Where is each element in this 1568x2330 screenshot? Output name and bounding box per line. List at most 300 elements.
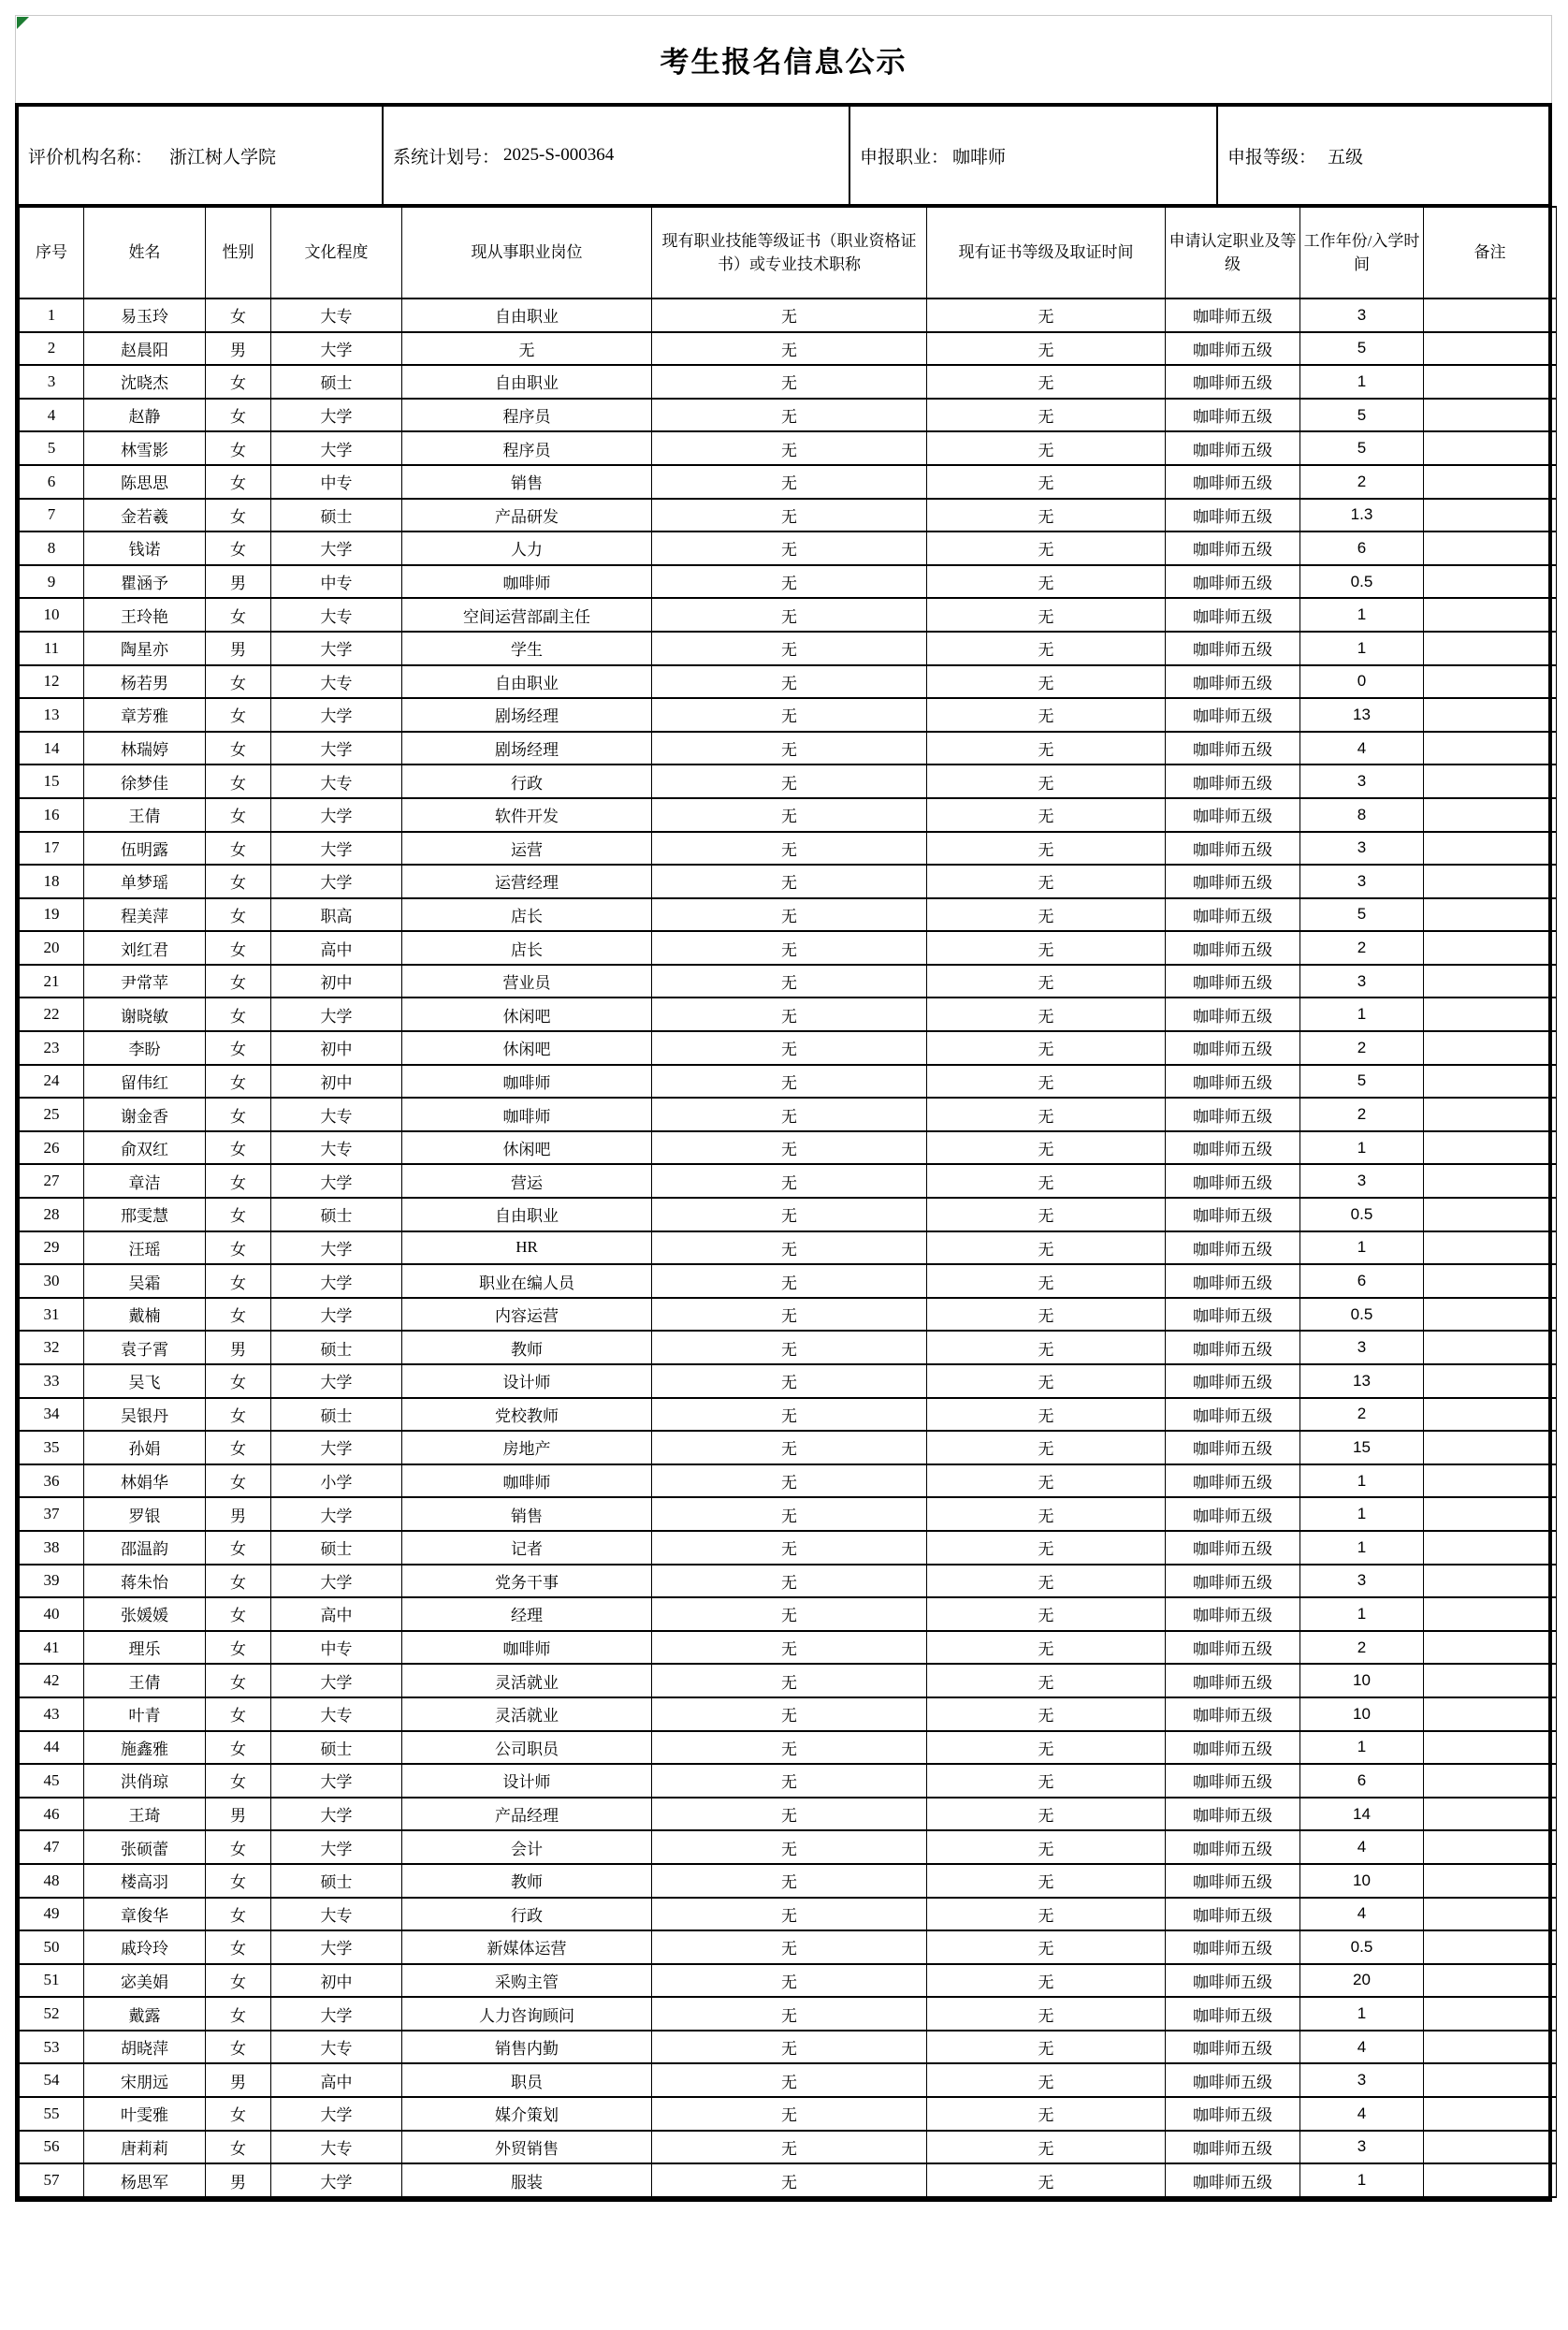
cell-name: 瞿涵予: [84, 565, 206, 599]
cell-no: 49: [20, 1898, 84, 1931]
cell-cert-time: 无: [927, 1764, 1166, 1798]
cell-remark: [1424, 299, 1557, 332]
cell-applied: 咖啡师五级: [1166, 2063, 1300, 2097]
table-row: [20, 1664, 1557, 1697]
info-level-label: 申报等级：: [1227, 147, 1317, 167]
cell-cert: 无: [652, 1031, 927, 1065]
cell-gender: 女: [206, 598, 271, 632]
cell-cert-time: 无: [927, 632, 1166, 665]
cell-applied: 咖啡师五级: [1166, 1231, 1300, 1265]
cell-no: 48: [20, 1864, 84, 1898]
cell-name: 孙娟: [84, 1431, 206, 1464]
cell-cert: 无: [652, 798, 927, 832]
cell-job: 教师: [402, 1864, 652, 1898]
cell-applied: 咖啡师五级: [1166, 499, 1300, 532]
cell-remark: [1424, 1697, 1557, 1731]
cell-education: 大学: [271, 1764, 402, 1798]
cell-gender: 女: [206, 1131, 271, 1165]
cell-no: 38: [20, 1531, 84, 1565]
cell-gender: 女: [206, 1997, 271, 2031]
cell-cert-time: 无: [927, 532, 1166, 565]
cell-applied: 咖啡师五级: [1166, 1631, 1300, 1665]
cell-job: 党务干事: [402, 1565, 652, 1598]
cell-education: 大学: [271, 532, 402, 565]
table-row: [20, 1098, 1557, 1131]
cell-job: 行政: [402, 765, 652, 798]
cell-name: 徐梦佳: [84, 765, 206, 798]
cell-gender: 女: [206, 1198, 271, 1231]
cell-name: 谢晓敏: [84, 998, 206, 1031]
cell-remark: [1424, 632, 1557, 665]
cell-cert-time: 无: [927, 1298, 1166, 1332]
table-row: [20, 1697, 1557, 1731]
cell-job: 自由职业: [402, 1198, 652, 1231]
table-row: [20, 1065, 1557, 1099]
cell-name: 唐莉莉: [84, 2131, 206, 2164]
cell-no: 31: [20, 1298, 84, 1332]
cell-no: 50: [20, 1930, 84, 1964]
table-row: [20, 1565, 1557, 1598]
cell-gender: 男: [206, 565, 271, 599]
cell-cert: 无: [652, 1597, 927, 1631]
cell-job: 内容运营: [402, 1298, 652, 1332]
cell-no: 24: [20, 1065, 84, 1099]
cell-years: 1: [1300, 1731, 1424, 1765]
cell-applied: 咖啡师五级: [1166, 1198, 1300, 1231]
cell-no: 43: [20, 1697, 84, 1731]
table-row: [20, 1964, 1557, 1998]
cell-no: 13: [20, 698, 84, 732]
cell-no: 20: [20, 931, 84, 965]
table-row: [20, 1431, 1557, 1464]
cell-gender: 女: [206, 1830, 271, 1864]
cell-no: 27: [20, 1164, 84, 1198]
cell-job: 行政: [402, 1898, 652, 1931]
table-row: [20, 1031, 1557, 1065]
cell-applied: 咖啡师五级: [1166, 1497, 1300, 1531]
table-row: [20, 1764, 1557, 1798]
cell-applied: 咖啡师五级: [1166, 1830, 1300, 1864]
table-row: [20, 1131, 1557, 1165]
cell-no: 46: [20, 1798, 84, 1831]
cell-gender: 女: [206, 1764, 271, 1798]
cell-job: 服装: [402, 2163, 652, 2197]
cell-job: 休闲吧: [402, 1131, 652, 1165]
cell-no: 11: [20, 632, 84, 665]
table-row: [20, 698, 1557, 732]
cell-no: 25: [20, 1098, 84, 1131]
cell-name: 张媛媛: [84, 1597, 206, 1631]
cell-cert: 无: [652, 1930, 927, 1964]
cell-cert-time: 无: [927, 565, 1166, 599]
cell-education: 大学: [271, 2097, 402, 2131]
cell-years: 3: [1300, 1331, 1424, 1364]
cell-remark: [1424, 1631, 1557, 1665]
cell-applied: 咖啡师五级: [1166, 865, 1300, 898]
cell-job: 人力咨询顾问: [402, 1997, 652, 2031]
cell-years: 1: [1300, 2163, 1424, 2197]
cell-no: 55: [20, 2097, 84, 2131]
table-row: [20, 832, 1557, 866]
cell-gender: 女: [206, 1864, 271, 1898]
cell-name: 易玉玲: [84, 299, 206, 332]
table-body: [20, 299, 1557, 2197]
cell-cert-time: 无: [927, 998, 1166, 1031]
cell-years: 6: [1300, 1764, 1424, 1798]
cell-gender: 女: [206, 2031, 271, 2064]
cell-years: 0.5: [1300, 1298, 1424, 1332]
cell-years: 4: [1300, 2097, 1424, 2131]
cell-remark: [1424, 1098, 1557, 1131]
cell-cert: 无: [652, 1431, 927, 1464]
cell-name: 赵晨阳: [84, 332, 206, 366]
cell-job: 休闲吧: [402, 1031, 652, 1065]
cell-cert: 无: [652, 832, 927, 866]
cell-cert-time: 无: [927, 1664, 1166, 1697]
cell-name: 吴飞: [84, 1364, 206, 1398]
cell-remark: [1424, 1298, 1557, 1332]
cell-no: 1: [20, 299, 84, 332]
info-occupation-value: 咖啡师: [952, 147, 1007, 167]
cell-cert: 无: [652, 598, 927, 632]
col-header-applied: 申请认定职业及等级: [1166, 207, 1300, 299]
cell-education: 初中: [271, 965, 402, 998]
table-row: [20, 998, 1557, 1031]
cell-cert: 无: [652, 1664, 927, 1697]
cell-job: 人力: [402, 532, 652, 565]
cell-cert: 无: [652, 898, 927, 932]
cell-cert-time: 无: [927, 1997, 1166, 2031]
cell-job: 记者: [402, 1531, 652, 1565]
cell-cert-time: 无: [927, 832, 1166, 866]
cell-name: 宋朋远: [84, 2063, 206, 2097]
cell-gender: 女: [206, 1031, 271, 1065]
cell-no: 12: [20, 665, 84, 699]
cell-no: 28: [20, 1198, 84, 1231]
cell-applied: 咖啡师五级: [1166, 1065, 1300, 1099]
cell-job: 职员: [402, 2063, 652, 2097]
table-row: [20, 499, 1557, 532]
cell-no: 36: [20, 1464, 84, 1498]
col-header-cert: 现有职业技能等级证书（职业资格证书）或专业技术职称: [652, 207, 927, 299]
cell-job: 职业在编人员: [402, 1264, 652, 1298]
cell-remark: [1424, 1398, 1557, 1432]
cell-remark: [1424, 1164, 1557, 1198]
cell-years: 5: [1300, 332, 1424, 366]
cell-education: 大学: [271, 1231, 402, 1265]
info-org: [19, 107, 384, 204]
table-row: [20, 2131, 1557, 2164]
cell-years: 6: [1300, 532, 1424, 565]
cell-education: 大学: [271, 399, 402, 432]
cell-education: 初中: [271, 1964, 402, 1998]
cell-cert: 无: [652, 1731, 927, 1765]
cell-years: 1: [1300, 1231, 1424, 1265]
cell-no: 41: [20, 1631, 84, 1665]
col-header-education: 文化程度: [271, 207, 402, 299]
cell-cert: 无: [652, 2097, 927, 2131]
cell-cert-time: 无: [927, 1231, 1166, 1265]
cell-applied: 咖啡师五级: [1166, 532, 1300, 565]
cell-cert: 无: [652, 1631, 927, 1665]
cell-cert-time: 无: [927, 1830, 1166, 1864]
cell-education: 大专: [271, 665, 402, 699]
cell-cert: 无: [652, 965, 927, 998]
cell-cert-time: 无: [927, 1431, 1166, 1464]
cell-gender: 女: [206, 865, 271, 898]
cell-name: 林瑞婷: [84, 732, 206, 765]
cell-cert-time: 无: [927, 765, 1166, 798]
cell-cert-time: 无: [927, 1331, 1166, 1364]
cell-remark: [1424, 1131, 1557, 1165]
cell-applied: 咖啡师五级: [1166, 299, 1300, 332]
cell-cert-time: 无: [927, 1065, 1166, 1099]
cell-no: 42: [20, 1664, 84, 1697]
cell-remark: [1424, 532, 1557, 565]
cell-cert: 无: [652, 1264, 927, 1298]
cell-education: 中专: [271, 1631, 402, 1665]
cell-remark: [1424, 2163, 1557, 2197]
cell-years: 2: [1300, 465, 1424, 499]
cell-gender: 女: [206, 1398, 271, 1432]
cell-years: 0.5: [1300, 1930, 1424, 1964]
cell-cert-time: 无: [927, 1364, 1166, 1398]
cell-education: 大学: [271, 1264, 402, 1298]
cell-remark: [1424, 2031, 1557, 2064]
cell-no: 18: [20, 865, 84, 898]
cell-education: 大学: [271, 1830, 402, 1864]
cell-years: 4: [1300, 1830, 1424, 1864]
cell-job: 设计师: [402, 1364, 652, 1398]
cell-gender: 女: [206, 1098, 271, 1131]
cell-no: 15: [20, 765, 84, 798]
cell-cert: 无: [652, 2063, 927, 2097]
cell-name: 戴楠: [84, 1298, 206, 1332]
cell-gender: 女: [206, 1697, 271, 1731]
cell-years: 8: [1300, 798, 1424, 832]
cell-cert: 无: [652, 698, 927, 732]
cell-job: 营运: [402, 1164, 652, 1198]
cell-education: 硕士: [271, 1731, 402, 1765]
cell-remark: [1424, 1464, 1557, 1498]
table-row: [20, 299, 1557, 332]
cell-remark: [1424, 1431, 1557, 1464]
cell-cert-time: 无: [927, 1697, 1166, 1731]
cell-job: 新媒体运营: [402, 1930, 652, 1964]
cell-applied: 咖啡师五级: [1166, 399, 1300, 432]
cell-gender: 女: [206, 965, 271, 998]
cell-education: 大学: [271, 798, 402, 832]
cell-education: 硕士: [271, 1331, 402, 1364]
cell-applied: 咖啡师五级: [1166, 1464, 1300, 1498]
cell-applied: 咖啡师五级: [1166, 1697, 1300, 1731]
cell-cert: 无: [652, 1131, 927, 1165]
cell-cert-time: 无: [927, 898, 1166, 932]
cell-years: 0.5: [1300, 1198, 1424, 1231]
cell-no: 26: [20, 1131, 84, 1165]
table-row: [20, 1631, 1557, 1665]
cell-cert: 无: [652, 1497, 927, 1531]
cell-no: 7: [20, 499, 84, 532]
table-row: [20, 2163, 1557, 2197]
cell-gender: 女: [206, 1898, 271, 1931]
cell-job: 运营: [402, 832, 652, 866]
spreadsheet: [15, 15, 1552, 2202]
cell-applied: 咖啡师五级: [1166, 332, 1300, 366]
header-row: [20, 207, 1557, 299]
cell-remark: [1424, 1031, 1557, 1065]
cell-years: 5: [1300, 1065, 1424, 1099]
cell-name: 叶雯雅: [84, 2097, 206, 2131]
cell-cert: 无: [652, 332, 927, 366]
cell-years: 2: [1300, 931, 1424, 965]
cell-education: 大学: [271, 1664, 402, 1697]
cell-education: 硕士: [271, 1531, 402, 1565]
cell-remark: [1424, 1531, 1557, 1565]
cell-name: 杨若男: [84, 665, 206, 699]
col-header-name: 姓名: [84, 207, 206, 299]
cell-cert: 无: [652, 1697, 927, 1731]
table-row: [20, 1264, 1557, 1298]
table-row: [20, 798, 1557, 832]
cell-years: 10: [1300, 1864, 1424, 1898]
cell-job: HR: [402, 1231, 652, 1265]
table-row: [20, 1464, 1557, 1498]
cell-cert: 无: [652, 732, 927, 765]
table-row: [20, 665, 1557, 699]
cell-cert: 无: [652, 1364, 927, 1398]
cell-gender: 女: [206, 1565, 271, 1598]
cell-years: 1: [1300, 1497, 1424, 1531]
cell-gender: 女: [206, 499, 271, 532]
cell-no: 5: [20, 431, 84, 465]
cell-no: 51: [20, 1964, 84, 1998]
cell-cert-time: 无: [927, 365, 1166, 399]
cell-gender: 女: [206, 1264, 271, 1298]
cell-remark: [1424, 1830, 1557, 1864]
cell-cert: 无: [652, 1997, 927, 2031]
cell-applied: 咖啡师五级: [1166, 732, 1300, 765]
table-row: [20, 1531, 1557, 1565]
table-row: [20, 1198, 1557, 1231]
cell-applied: 咖啡师五级: [1166, 1997, 1300, 2031]
cell-gender: 女: [206, 1930, 271, 1964]
info-org-value: 浙江树人学院: [169, 147, 277, 167]
table-row: [20, 2031, 1557, 2064]
cell-job: 咖啡师: [402, 1065, 652, 1099]
table-row: [20, 1398, 1557, 1432]
cell-no: 40: [20, 1597, 84, 1631]
table-row: [20, 1231, 1557, 1265]
cell-no: 44: [20, 1731, 84, 1765]
cell-job: 程序员: [402, 399, 652, 432]
table-row: [20, 1298, 1557, 1332]
cell-years: 1: [1300, 1997, 1424, 2031]
table-row: [20, 931, 1557, 965]
cell-remark: [1424, 665, 1557, 699]
cell-cert-time: 无: [927, 1198, 1166, 1231]
cell-job: 剧场经理: [402, 732, 652, 765]
cell-name: 谢金香: [84, 1098, 206, 1131]
cell-years: 3: [1300, 1164, 1424, 1198]
cell-cert: 无: [652, 1764, 927, 1798]
cell-cert: 无: [652, 1198, 927, 1231]
cell-gender: 女: [206, 2131, 271, 2164]
cell-remark: [1424, 2131, 1557, 2164]
cell-education: 硕士: [271, 365, 402, 399]
cell-cert: 无: [652, 665, 927, 699]
cell-gender: 男: [206, 2163, 271, 2197]
cell-cert: 无: [652, 532, 927, 565]
cell-job: 公司职员: [402, 1731, 652, 1765]
cell-gender: 女: [206, 732, 271, 765]
cell-job: 产品经理: [402, 1798, 652, 1831]
cell-name: 戚玲玲: [84, 1930, 206, 1964]
cell-applied: 咖啡师五级: [1166, 1164, 1300, 1198]
cell-no: 23: [20, 1031, 84, 1065]
cell-applied: 咖啡师五级: [1166, 1331, 1300, 1364]
cell-cert-time: 无: [927, 1597, 1166, 1631]
cell-cert-time: 无: [927, 1131, 1166, 1165]
cell-no: 21: [20, 965, 84, 998]
cell-job: 采购主管: [402, 1964, 652, 1998]
cell-remark: [1424, 732, 1557, 765]
cell-years: 3: [1300, 2131, 1424, 2164]
col-header-years: 工作年份/入学时间: [1300, 207, 1424, 299]
cell-name: 杨思军: [84, 2163, 206, 2197]
cell-education: 大学: [271, 1565, 402, 1598]
cell-education: 硕士: [271, 1198, 402, 1231]
table-row: [20, 898, 1557, 932]
cell-no: 30: [20, 1264, 84, 1298]
cell-cert: 无: [652, 1398, 927, 1432]
cell-education: 大学: [271, 1298, 402, 1332]
page-title: 考生报名信息公示: [660, 46, 907, 79]
cell-remark: [1424, 1565, 1557, 1598]
cell-name: 吴银丹: [84, 1398, 206, 1432]
cell-remark: [1424, 1731, 1557, 1765]
cell-education: 大学: [271, 2163, 402, 2197]
cell-education: 大学: [271, 1497, 402, 1531]
cell-job: 营业员: [402, 965, 652, 998]
cell-gender: 女: [206, 898, 271, 932]
cell-years: 10: [1300, 1664, 1424, 1697]
cell-no: 47: [20, 1830, 84, 1864]
cell-name: 俞双红: [84, 1131, 206, 1165]
cell-years: 4: [1300, 2031, 1424, 2064]
cell-remark: [1424, 1231, 1557, 1265]
cell-education: 大学: [271, 1164, 402, 1198]
cell-cert: 无: [652, 1531, 927, 1565]
cell-education: 大学: [271, 1930, 402, 1964]
cell-name: 汪瑶: [84, 1231, 206, 1265]
cell-name: 胡晓萍: [84, 2031, 206, 2064]
cell-gender: 女: [206, 1065, 271, 1099]
cell-applied: 咖啡师五级: [1166, 1731, 1300, 1765]
cell-remark: [1424, 1864, 1557, 1898]
cell-education: 大学: [271, 1364, 402, 1398]
cell-remark: [1424, 1898, 1557, 1931]
cell-job: 空间运营部副主任: [402, 598, 652, 632]
cell-gender: 女: [206, 765, 271, 798]
cell-job: 会计: [402, 1830, 652, 1864]
cell-job: 教师: [402, 1331, 652, 1364]
cell-applied: 咖啡师五级: [1166, 1597, 1300, 1631]
cell-remark: [1424, 332, 1557, 366]
cell-cert-time: 无: [927, 465, 1166, 499]
cell-no: 54: [20, 2063, 84, 2097]
cell-applied: 咖啡师五级: [1166, 1431, 1300, 1464]
